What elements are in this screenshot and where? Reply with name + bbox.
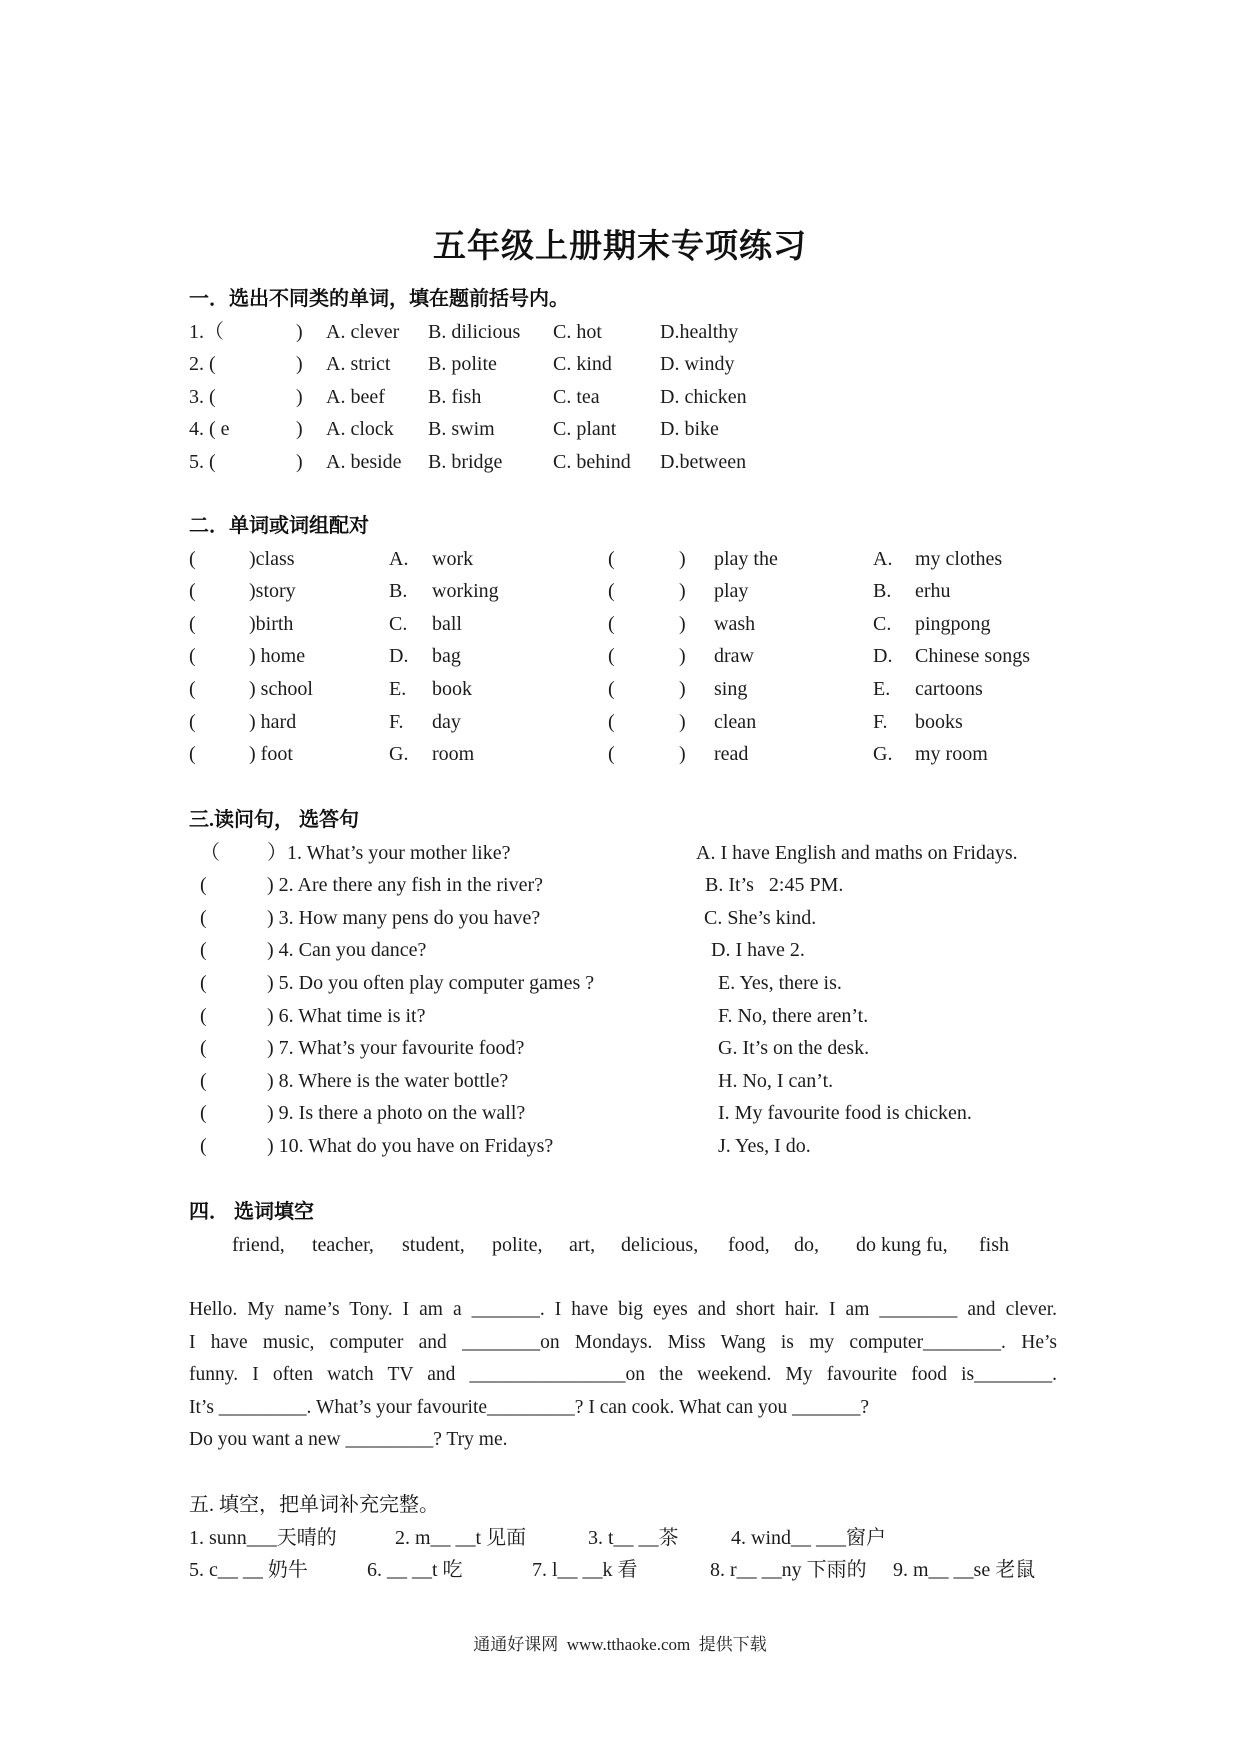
spelling-item: 6. __ __t 吃 bbox=[367, 1559, 463, 1582]
section-heading bbox=[0, 283, 1240, 316]
bracket-open: ( bbox=[200, 874, 207, 897]
option-d: D. windy bbox=[660, 353, 735, 376]
bracket-open: ( bbox=[200, 1102, 207, 1125]
option-b: B. fish bbox=[428, 385, 482, 408]
right-option-object: erhu bbox=[915, 580, 951, 603]
spelling-item: 9. m__ __se 老鼠 bbox=[893, 1559, 1036, 1582]
right-option-object: Chinese songs bbox=[915, 645, 1030, 668]
left-option-word: work bbox=[432, 547, 474, 570]
question-text: ）1. What’s your mother like? bbox=[267, 841, 511, 864]
bracket-close: ) bbox=[679, 677, 686, 700]
left-option-letter: C. bbox=[389, 612, 408, 635]
question-row bbox=[0, 348, 1240, 381]
right-verb: play the bbox=[714, 547, 778, 570]
option-c: C. kind bbox=[553, 353, 612, 376]
option-a: A. strict bbox=[326, 353, 391, 376]
bracket-open: ( bbox=[189, 612, 196, 635]
bracket-open: ( bbox=[200, 971, 207, 994]
bracket-open: ( bbox=[189, 677, 196, 700]
qa-row bbox=[0, 1097, 1240, 1130]
bracket-close: ) bbox=[296, 353, 303, 376]
section-word-fill bbox=[0, 1196, 1240, 1261]
left-option-word: ball bbox=[432, 612, 462, 635]
right-verb: clean bbox=[714, 710, 757, 733]
left-option-word: bag bbox=[432, 645, 461, 668]
qa-row bbox=[0, 902, 1240, 935]
right-option-object: my room bbox=[915, 743, 988, 766]
question-number: 2. ( bbox=[189, 353, 216, 376]
bracket-close: ) bbox=[679, 710, 686, 733]
left-word: ) foot bbox=[249, 743, 293, 766]
section-matching bbox=[0, 510, 1240, 771]
right-option-object: my clothes bbox=[915, 547, 1003, 570]
qa-row bbox=[0, 934, 1240, 967]
qa-row bbox=[0, 1065, 1240, 1098]
right-verb: draw bbox=[714, 645, 754, 668]
bracket-close: ) bbox=[296, 450, 303, 473]
question-number: 3. ( bbox=[189, 385, 216, 408]
right-option-letter: A. bbox=[873, 547, 893, 570]
right-option-letter: D. bbox=[873, 645, 893, 668]
bracket-close: ) bbox=[679, 645, 686, 668]
bracket-open: ( bbox=[200, 1134, 207, 1157]
bracket-close: ) bbox=[679, 580, 686, 603]
question-row bbox=[0, 413, 1240, 446]
option-d: D. chicken bbox=[660, 385, 747, 408]
question-text: ) 2. Are there any fish in the river? bbox=[267, 874, 544, 897]
section-spelling bbox=[0, 1489, 1240, 1587]
left-word: ) home bbox=[249, 645, 306, 668]
passage-line: funny. I often watch TV and ________________on the weekend. My favourite food is________. bbox=[189, 1364, 1057, 1386]
bracket-open: ( bbox=[608, 743, 615, 766]
spelling-row bbox=[0, 1554, 1240, 1587]
bracket-open: ( bbox=[200, 939, 207, 962]
worksheet-title: 五年级上册期末专项练习 bbox=[433, 229, 807, 265]
question-text: ) 5. Do you often play computer games ? bbox=[267, 971, 595, 994]
answer-text: D. I have 2. bbox=[711, 939, 805, 962]
bracket-open: ( bbox=[608, 612, 615, 635]
option-c: C. hot bbox=[553, 320, 602, 343]
answer-text: A. I have English and maths on Fridays. bbox=[696, 841, 1018, 864]
section-odd-one-out bbox=[0, 283, 1240, 479]
spelling-item: 5. c__ __ 奶牛 bbox=[189, 1559, 308, 1582]
right-option-object: pingpong bbox=[915, 612, 991, 635]
section2-heading: 二．单词或词组配对 bbox=[189, 515, 369, 537]
option-b: B. dilicious bbox=[428, 320, 521, 343]
left-option-word: working bbox=[432, 580, 499, 603]
question-text: ) 8. Where is the water bottle? bbox=[267, 1069, 509, 1092]
bracket-open: ( bbox=[200, 906, 207, 929]
option-b: B. polite bbox=[428, 353, 497, 376]
qa-row bbox=[0, 967, 1240, 1000]
left-word: )class bbox=[249, 547, 295, 570]
option-a: A. clever bbox=[326, 320, 400, 343]
qa-row bbox=[0, 1130, 1240, 1163]
left-option-letter: G. bbox=[389, 743, 409, 766]
question-text: ) 4. Can you dance? bbox=[267, 939, 427, 962]
word-bank bbox=[0, 1229, 1240, 1262]
bracket-open: ( bbox=[608, 547, 615, 570]
left-option-letter: D. bbox=[389, 645, 409, 668]
left-option-word: book bbox=[432, 677, 472, 700]
bracket-open: ( bbox=[608, 710, 615, 733]
left-word: )birth bbox=[249, 612, 294, 635]
passage-line: It’s _________. What’s your favourite_________? I can cook. What can you _______? bbox=[189, 1396, 870, 1418]
fill-in-passage bbox=[189, 1294, 1057, 1457]
right-option-object: books bbox=[915, 710, 963, 733]
right-verb: sing bbox=[714, 677, 748, 700]
passage-line: Do you want a new _________? Try me. bbox=[189, 1429, 508, 1451]
right-option-letter: C. bbox=[873, 612, 892, 635]
left-word: ) hard bbox=[249, 710, 297, 733]
spelling-row bbox=[0, 1522, 1240, 1555]
section-heading bbox=[0, 1196, 1240, 1229]
bracket-open: ( bbox=[200, 1069, 207, 1092]
section3-heading: 三.读问句， 选答句 bbox=[189, 809, 359, 831]
answer-text: H. No, I can’t. bbox=[718, 1069, 834, 1092]
word-bank-item: teacher, bbox=[312, 1233, 374, 1256]
matching-row bbox=[0, 543, 1240, 576]
bracket-open: ( bbox=[608, 677, 615, 700]
word-bank-item: do, bbox=[794, 1233, 819, 1256]
option-d: D.between bbox=[660, 450, 747, 473]
option-c: C. tea bbox=[553, 385, 600, 408]
matching-row bbox=[0, 608, 1240, 641]
qa-row bbox=[0, 1032, 1240, 1065]
bracket-open: （ bbox=[200, 841, 220, 864]
spelling-item: 2. m__ __t 见面 bbox=[395, 1526, 527, 1549]
passage-line: Hello. My name’s Tony. I am a _______. I have big eyes and short hair. I am ________ and clever. bbox=[189, 1299, 1057, 1320]
option-b: B. bridge bbox=[428, 450, 503, 473]
word-bank-item: delicious, bbox=[621, 1233, 699, 1256]
matching-row bbox=[0, 640, 1240, 673]
right-option-object: cartoons bbox=[915, 677, 983, 700]
word-bank-item: art, bbox=[569, 1233, 596, 1256]
answer-text: E. Yes, there is. bbox=[718, 971, 842, 994]
section-heading bbox=[0, 804, 1240, 837]
answer-text: J. Yes, I do. bbox=[718, 1134, 811, 1157]
question-row bbox=[0, 381, 1240, 414]
question-text: ) 6. What time is it? bbox=[267, 1004, 426, 1027]
bracket-close: ) bbox=[679, 547, 686, 570]
spelling-item: 7. l__ __k 看 bbox=[532, 1559, 638, 1582]
page-footer: 通通好课网 www.tthaoke.com 提供下载 bbox=[473, 1635, 767, 1654]
answer-text: G. It’s on the desk. bbox=[718, 1037, 870, 1060]
bracket-open: ( bbox=[189, 743, 196, 766]
option-a: A. beef bbox=[326, 385, 385, 408]
bracket-open: ( bbox=[189, 547, 196, 570]
option-b: B. swim bbox=[428, 418, 495, 441]
question-row bbox=[0, 316, 1240, 349]
spelling-item: 3. t__ __茶 bbox=[588, 1526, 679, 1549]
section5-heading: 五. 填空，把单词补充完整。 bbox=[189, 1494, 439, 1516]
right-option-letter: B. bbox=[873, 580, 892, 603]
question-number: 5. ( bbox=[189, 450, 216, 473]
option-c: C. behind bbox=[553, 450, 631, 473]
question-number: 4. ( e bbox=[189, 418, 230, 441]
spelling-item: 1. sunn___天晴的 bbox=[189, 1526, 337, 1549]
section4-heading: 四． 选词填空 bbox=[189, 1201, 314, 1223]
matching-row bbox=[0, 575, 1240, 608]
bracket-open: ( bbox=[189, 710, 196, 733]
section-heading bbox=[0, 510, 1240, 543]
bracket-open: ( bbox=[608, 580, 615, 603]
question-text: ) 9. Is there a photo on the wall? bbox=[267, 1102, 526, 1125]
word-bank-item: polite, bbox=[492, 1233, 543, 1256]
left-option-letter: E. bbox=[389, 677, 407, 700]
answer-text: B. It’s 2:45 PM. bbox=[705, 874, 844, 897]
left-option-word: room bbox=[432, 743, 475, 766]
option-d: D.healthy bbox=[660, 320, 739, 343]
option-d: D. bike bbox=[660, 418, 719, 441]
left-option-word: day bbox=[432, 710, 461, 733]
answer-text: C. She’s kind. bbox=[704, 906, 817, 929]
answer-text: I. My favourite food is chicken. bbox=[718, 1102, 972, 1125]
matching-row bbox=[0, 673, 1240, 706]
bracket-close: ) bbox=[296, 385, 303, 408]
right-verb: read bbox=[714, 743, 749, 766]
left-option-letter: F. bbox=[389, 710, 404, 733]
bracket-open: ( bbox=[189, 580, 196, 603]
left-word: )story bbox=[249, 580, 296, 603]
option-a: A. beside bbox=[326, 450, 402, 473]
qa-row bbox=[0, 869, 1240, 902]
right-verb: wash bbox=[714, 612, 756, 635]
section-question-answer bbox=[0, 804, 1240, 1163]
option-c: C. plant bbox=[553, 418, 617, 441]
spelling-item: 4. wind__ ___窗户 bbox=[731, 1526, 886, 1549]
bracket-close: ) bbox=[679, 612, 686, 635]
qa-row bbox=[0, 1000, 1240, 1033]
bracket-open: ( bbox=[200, 1004, 207, 1027]
left-option-letter: A. bbox=[389, 547, 409, 570]
bracket-open: ( bbox=[200, 1037, 207, 1060]
spelling-item: 8. r__ __ny 下雨的 bbox=[710, 1559, 867, 1582]
bracket-close: ) bbox=[679, 743, 686, 766]
option-a: A. clock bbox=[326, 418, 394, 441]
right-option-letter: G. bbox=[873, 743, 893, 766]
question-number: 1.（ bbox=[189, 320, 224, 343]
bracket-open: ( bbox=[189, 645, 196, 668]
left-word: ) school bbox=[249, 677, 313, 700]
question-row bbox=[0, 446, 1240, 479]
question-text: ) 10. What do you have on Fridays? bbox=[267, 1134, 554, 1157]
answer-text: F. No, there aren’t. bbox=[718, 1004, 869, 1027]
right-option-letter: F. bbox=[873, 710, 888, 733]
question-text: ) 7. What’s your favourite food? bbox=[267, 1037, 525, 1060]
bracket-close: ) bbox=[296, 418, 303, 441]
question-text: ) 3. How many pens do you have? bbox=[267, 906, 541, 929]
qa-row bbox=[0, 837, 1240, 870]
right-option-letter: E. bbox=[873, 677, 891, 700]
right-verb: play bbox=[714, 580, 749, 603]
word-bank-item: friend, bbox=[232, 1233, 285, 1256]
bracket-close: ) bbox=[296, 320, 303, 343]
word-bank-item: fish bbox=[979, 1233, 1009, 1256]
section1-heading: 一．选出不同类的单词，填在题前括号内。 bbox=[189, 288, 569, 310]
section-heading bbox=[0, 1489, 1240, 1522]
word-bank-item: student, bbox=[402, 1233, 465, 1256]
word-bank-item: do kung fu, bbox=[856, 1233, 948, 1256]
matching-row bbox=[0, 738, 1240, 771]
bracket-open: ( bbox=[608, 645, 615, 668]
passage-line: I have music, computer and ________on Mondays. Miss Wang is my computer________. He’s bbox=[189, 1331, 1057, 1353]
word-bank-item: food, bbox=[728, 1233, 770, 1256]
left-option-letter: B. bbox=[389, 580, 408, 603]
matching-row bbox=[0, 706, 1240, 739]
